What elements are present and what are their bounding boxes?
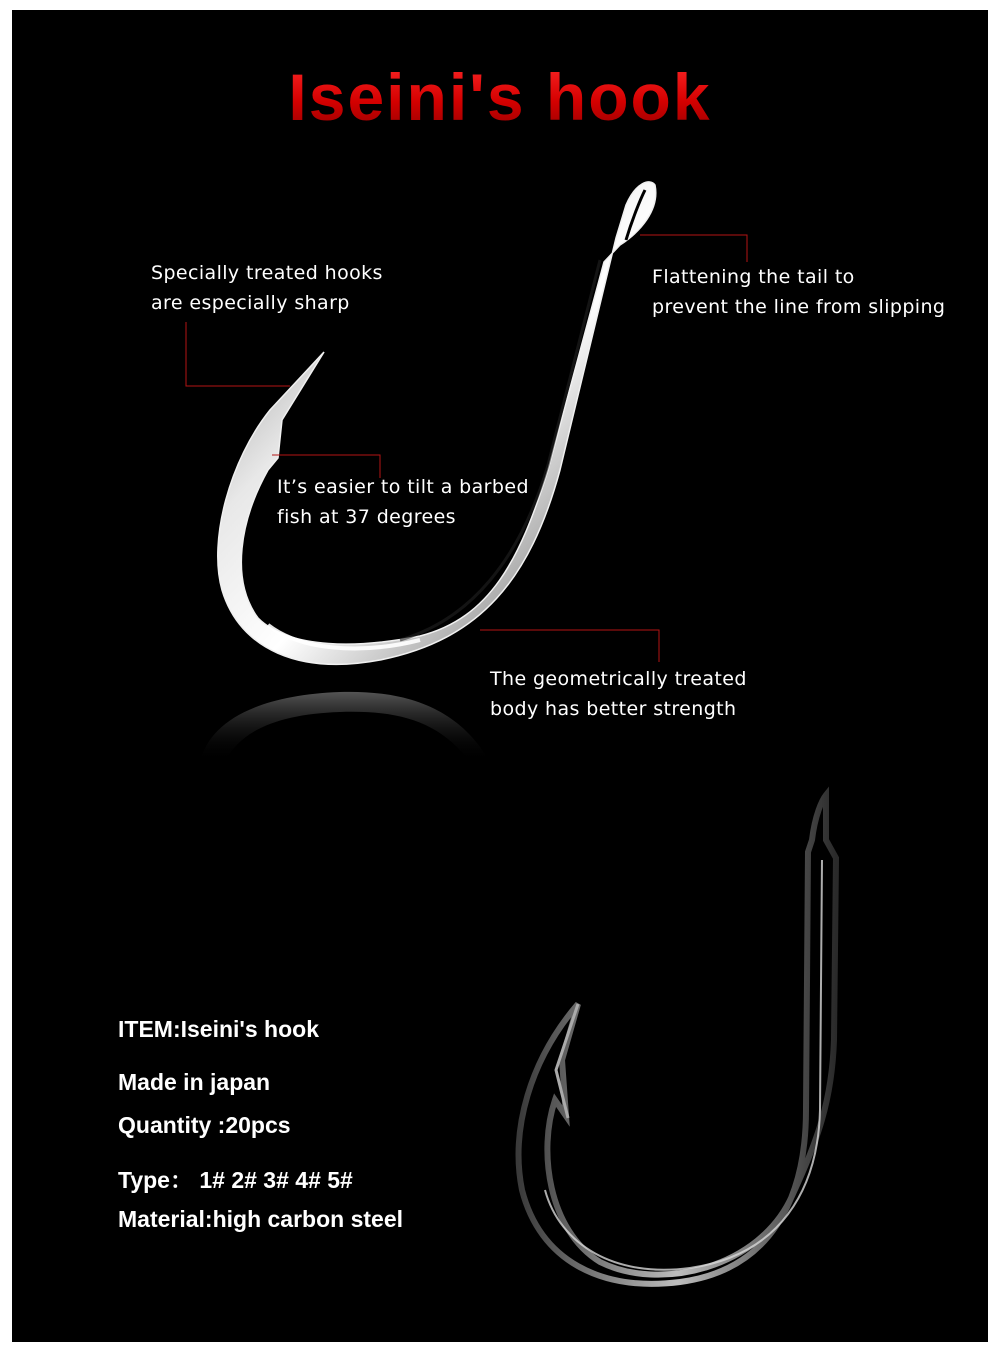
annotation-sharp bbox=[151, 258, 383, 318]
annotation-body bbox=[490, 664, 747, 724]
annotation-tail-line1: Flattening the tail to bbox=[652, 266, 855, 288]
main-hook bbox=[218, 182, 656, 664]
spec-type: Type： 1# 2# 3# 4# 5# bbox=[118, 1167, 353, 1193]
leader-body bbox=[480, 630, 659, 662]
annotation-body-line2: body has better strength bbox=[490, 698, 737, 720]
annotation-barb-line2: fish at 37 degrees bbox=[277, 506, 456, 528]
spec-material: Material:high carbon steel bbox=[118, 1206, 404, 1232]
annotation-body-line1: The geometrically treated bbox=[490, 668, 747, 690]
spec-item: ITEM:Iseini's hook bbox=[118, 1016, 319, 1042]
hook-reflection bbox=[200, 692, 490, 762]
spec-origin: Made in japan bbox=[118, 1069, 271, 1095]
annotation-barb-line1: It’s easier to tilt a barbed bbox=[277, 476, 529, 498]
leader-tail bbox=[640, 235, 747, 262]
annotation-sharp-line2: are especially sharp bbox=[151, 292, 350, 314]
annotation-tail-line2: prevent the line from slipping bbox=[652, 296, 946, 318]
secondary-hook bbox=[519, 795, 836, 1284]
leader-sharp bbox=[186, 322, 290, 386]
annotation-tail bbox=[652, 262, 945, 322]
spec-quantity: Quantity :20pcs bbox=[118, 1112, 291, 1138]
page-title: Iseini's hook bbox=[0, 58, 1000, 137]
annotation-barb bbox=[277, 472, 529, 532]
annotation-sharp-line1: Specially treated hooks bbox=[151, 262, 383, 284]
